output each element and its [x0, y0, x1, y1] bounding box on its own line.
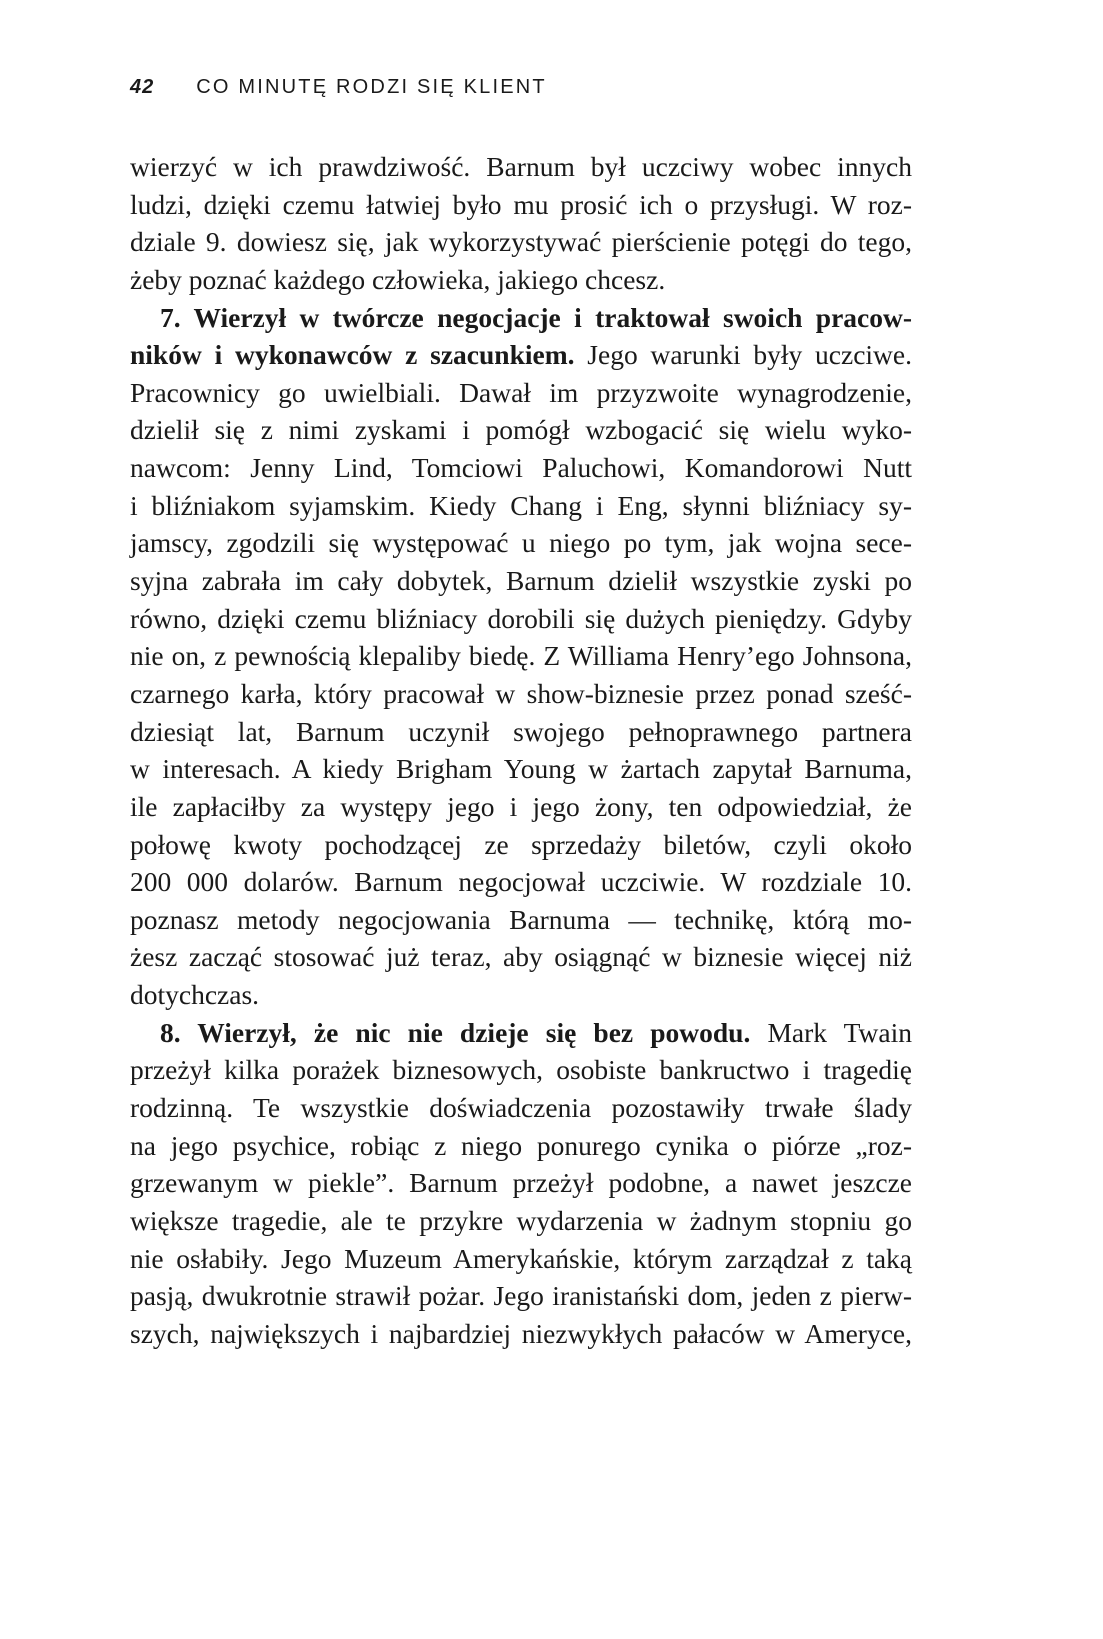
text-line [130, 1202, 912, 1240]
line-text: przeżył kilka porażek biznesowych, osobiste bankructwo i tragedię [130, 1054, 912, 1086]
line-text: poznasz metody negocjowania Barnuma — technikę, którą mo- [130, 903, 912, 935]
text-line [130, 863, 912, 901]
text-line [130, 637, 912, 675]
line-text: dziale 9. dowiesz się, jak wykorzystywać pierścienie potęgi do tego, [130, 226, 912, 258]
text-line [130, 186, 912, 224]
line-text: Jego warunki były uczciwe. [574, 339, 912, 371]
page-number: 42 [130, 76, 155, 98]
line-text: większe tragedie, ale te przykre wydarzenia w żadnym stopniu go [130, 1204, 912, 1236]
text-line [130, 261, 912, 299]
line-text: jamscy, zgodzili się występować u niego po tym, jak wojna sece- [130, 527, 912, 559]
text-line [130, 675, 912, 713]
line-text: w interesach. A kiedy Brigham Young w żartach zapytał Barnuma, [130, 753, 912, 785]
text-line [130, 1315, 912, 1353]
line-text: ludzi, dzięki czemu łatwiej było mu prosić ich o przysługi. W roz- [130, 188, 912, 220]
line-text: nie osłabiły. Jego Muzeum Amerykańskie, którym zarządzał z taką [130, 1242, 912, 1274]
text-line [130, 449, 912, 487]
line-text: szych, największych i najbardziej niezwykłych pałaców w Ameryce, [130, 1317, 912, 1349]
line-text: połowę kwoty pochodzącej ze sprzedaży biletów, czyli około [130, 828, 912, 860]
line-text: nawcom: Jenny Lind, Tomciowi Paluchowi, Komandorowi Nutt [130, 452, 912, 484]
point-7-heading: 7. Wierzył w twórcze negocjacje i traktował swoich pracow- [160, 301, 912, 333]
text-line [130, 1164, 912, 1202]
text-line [130, 1089, 912, 1127]
running-head [130, 76, 547, 99]
text-line [130, 750, 912, 788]
text-line [130, 562, 912, 600]
text-line [130, 374, 912, 412]
text-line [130, 1277, 912, 1315]
text-line [130, 524, 912, 562]
line-text: dotychczas. [130, 979, 260, 1011]
text-line [130, 1127, 912, 1165]
line-text: równo, dzięki czemu bliźniacy dorobili się dużych pieniędzy. Gdyby [130, 602, 912, 634]
running-title: CO MINUTĘ RODZI SIĘ KLIENT [196, 76, 547, 98]
point-7-heading-cont: ników i wykonawców z szacunkiem. [130, 339, 575, 371]
text-line [130, 148, 912, 186]
text-line [130, 600, 912, 638]
line-text: dzielił się z nimi zyskami i pomógł wzbogacić się wielu wyko- [130, 414, 912, 446]
line-text: Pracownicy go uwielbiali. Dawał im przyzwoite wynagrodzenie, [130, 376, 912, 408]
text-line [130, 713, 912, 751]
line-text: pasją, dwukrotnie strawił pożar. Jego iranistański dom, jeden z pierw- [130, 1280, 912, 1312]
line-text: żesz zacząć stosować już teraz, aby osiągnąć w biznesie więcej niż [130, 941, 912, 973]
text-line [130, 411, 912, 449]
line-text: Mark Twain [750, 1016, 912, 1048]
point-8-heading-line [130, 1014, 912, 1052]
text-line [130, 901, 912, 939]
text-line [130, 826, 912, 864]
line-text: wierzyć w ich prawdziwość. Barnum był uczciwy wobec innych [130, 151, 912, 182]
line-text: ile zapłaciłby za występy jego i jego żony, ten odpowiedział, że [130, 790, 912, 822]
text-line [130, 487, 912, 525]
text-line [130, 1051, 912, 1089]
line-text: 200 000 dolarów. Barnum negocjował uczciwie. W rozdziale 10. [130, 866, 912, 898]
text-line [130, 938, 912, 976]
line-text: rodzinną. Te wszystkie doświadczenia pozostawiły trwałe ślady [130, 1092, 912, 1124]
point-8-heading: 8. Wierzył, że nic nie dzieje się bez powodu. [160, 1016, 751, 1048]
text-line [130, 788, 912, 826]
line-text: dziesiąt lat, Barnum uczynił swojego pełnoprawnego partnera [130, 715, 912, 747]
line-text: na jego psychice, robiąc z niego ponurego cynika o piórze „roz- [130, 1129, 912, 1161]
text-line [130, 976, 912, 1014]
text-line [130, 1240, 912, 1278]
point-7-heading-line [130, 299, 912, 337]
line-text: syjna zabrała im cały dobytek, Barnum dzielił wszystkie zyski po [130, 565, 912, 597]
body-text [130, 148, 912, 1353]
line-text: i bliźniakom syjamskim. Kiedy Chang i Eng, słynni bliźniacy sy- [130, 489, 912, 521]
text-line [130, 336, 912, 374]
line-text: grzewanym w piekle”. Barnum przeżył podobne, a nawet jeszcze [130, 1167, 912, 1199]
text-line [130, 223, 912, 261]
line-text: żeby poznać każdego człowieka, jakiego chcesz. [130, 263, 666, 295]
line-text: czarnego karła, który pracował w show-biznesie przez ponad sześć- [130, 677, 912, 709]
line-text: nie on, z pewnością klepaliby biedę. Z Williama Henry’ego Johnsona, [130, 640, 912, 672]
